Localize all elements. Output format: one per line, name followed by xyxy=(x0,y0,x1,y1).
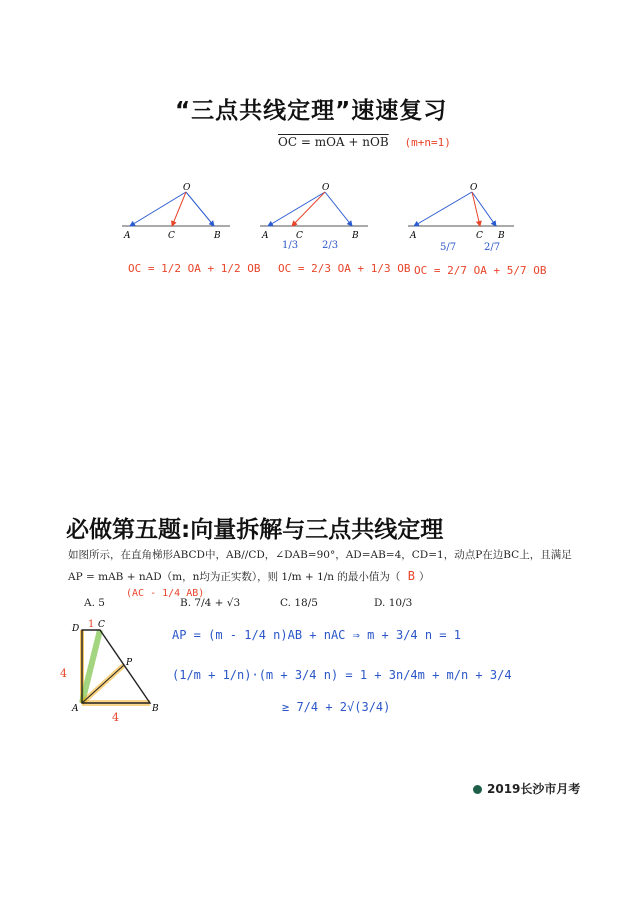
source-footer: 2019长沙市月考 xyxy=(473,780,580,797)
diagram-1 xyxy=(122,183,230,241)
label-A: A xyxy=(124,231,131,241)
problem-text xyxy=(68,545,588,588)
label-A: A xyxy=(262,231,269,241)
label-D: D xyxy=(72,624,80,634)
frac-left: 1/3 xyxy=(282,240,299,251)
problem-line-1: 如图所示，在直角梯形ABCD中，AB//CD，∠DAB=90°，AD=AB=4，CD=1，动点P在边BC上，且满足 xyxy=(68,549,572,561)
choice-c[interactable]: C. 18/5 xyxy=(280,597,318,609)
label-C: C xyxy=(476,231,483,241)
answer-mark: B xyxy=(407,569,415,583)
label-B: B xyxy=(214,231,221,241)
collinear-diagrams xyxy=(0,170,640,300)
trapezoid-figure xyxy=(50,615,180,725)
label-C: C xyxy=(296,231,303,241)
work-line-2: (1/m + 1/n)·(m + 3/4 n) = 1 + 3n/4m + m/n + 3/4 xyxy=(172,668,512,682)
footer-dot-icon xyxy=(473,785,482,794)
label-B: B xyxy=(498,231,505,241)
diagram-1-equation: OC = 1/2 OA + 1/2 OB xyxy=(128,262,261,275)
collinear-formula: OC = mOA + nOB (m+n=1) xyxy=(278,135,451,149)
diagram-3-equation: OC = 2/7 OA + 5/7 OB xyxy=(414,264,547,277)
label-C: C xyxy=(168,231,175,241)
label-A: A xyxy=(410,231,417,241)
work-line-3: ≥ 7/4 + 2√(3/4) xyxy=(282,700,391,714)
choice-a[interactable]: A. 5 xyxy=(84,597,105,609)
formula-note: (m+n=1) xyxy=(404,136,451,149)
label-O: O xyxy=(183,183,191,193)
label-C: C xyxy=(98,620,105,630)
label-B: B xyxy=(152,704,159,714)
label-A: A xyxy=(72,704,79,714)
diagram-2-equation: OC = 2/3 OA + 1/3 OB xyxy=(278,262,411,275)
frac-right: 2/7 xyxy=(484,242,501,253)
frac-left: 5/7 xyxy=(440,242,457,253)
choice-b[interactable]: B. 7/4 + √3 xyxy=(180,597,241,609)
side-ad-label: 4 xyxy=(60,667,67,680)
choice-d[interactable]: D. 10/3 xyxy=(374,597,413,609)
work-line-1: AP = (m - 1/4 n)AB + nAC ⇒ m + 3/4 n = 1 xyxy=(172,628,461,642)
section1-title: “三点共线定理”速速复习 xyxy=(175,92,447,125)
frac-right: 2/3 xyxy=(322,240,339,251)
side-ab-label: 4 xyxy=(112,711,119,724)
vector-hint: (AC - 1/4 AB) xyxy=(126,588,205,599)
diagram-3 xyxy=(408,183,514,253)
label-B: B xyxy=(352,231,359,241)
label-O: O xyxy=(322,183,330,193)
section2-title: 必做第五题:向量拆解与三点共线定理 xyxy=(66,511,443,544)
label-P: P xyxy=(126,658,133,668)
label-O: O xyxy=(470,183,478,193)
problem-line-2: AP = mAB + nAD（m，n均为正实数），则 1/m + 1/n 的最小值为（ B ） xyxy=(68,569,430,583)
side-dc-label: 1 xyxy=(88,619,95,630)
diagram-2 xyxy=(260,183,368,251)
